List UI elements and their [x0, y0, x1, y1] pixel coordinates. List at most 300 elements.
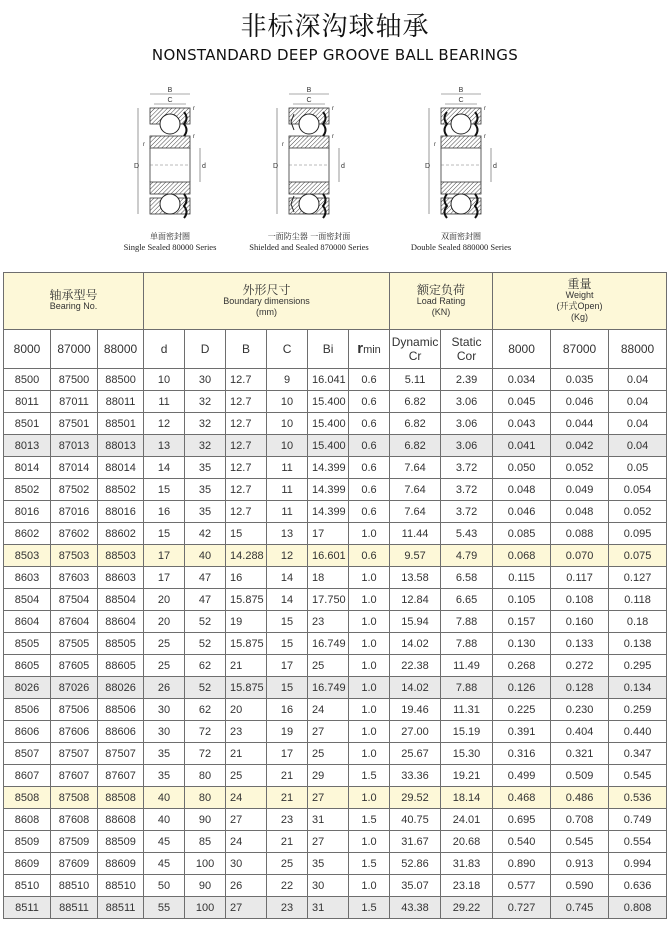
cell-weight-87000: 0.230 — [551, 699, 609, 721]
dim-label-C: C — [167, 97, 173, 104]
dim-label-r: r — [434, 142, 436, 148]
cell-weight-88000: 0.134 — [609, 677, 667, 699]
cell-static-cor: 3.72 — [441, 479, 493, 501]
cell-weight-88000: 0.808 — [609, 897, 667, 919]
cell-weight-88000: 0.04 — [609, 413, 667, 435]
cell-dynamic-cr: 6.82 — [390, 435, 441, 457]
cell-dynamic-cr: 7.64 — [390, 501, 441, 523]
cell-series-87000: 87605 — [51, 655, 98, 677]
cell-weight-87000: 0.590 — [551, 875, 609, 897]
bearing-no-header-cn: 轴承型号 — [49, 288, 98, 302]
cell-series-87000: 87602 — [51, 523, 98, 545]
cell-rmin: 0.6 — [349, 479, 390, 501]
cell-C: 9 — [267, 369, 308, 391]
cell-weight-8000: 0.034 — [493, 369, 551, 391]
table-row — [4, 391, 667, 413]
cell-series-87000: 88511 — [51, 897, 98, 919]
cell-dynamic-cr: 27.00 — [390, 721, 441, 743]
cell-weight-88000: 0.05 — [609, 457, 667, 479]
cell-d: 13 — [144, 435, 185, 457]
cell-D: 35 — [185, 479, 226, 501]
cell-d: 15 — [144, 523, 185, 545]
cell-dynamic-cr: 14.02 — [390, 677, 441, 699]
table-row — [4, 743, 667, 765]
inner-ring-bottom — [289, 182, 329, 194]
cell-weight-8000: 0.048 — [493, 479, 551, 501]
cell-dynamic-cr: 11.44 — [390, 523, 441, 545]
inner-ring-bottom — [150, 182, 190, 194]
diagram-caption-cn: 双面密封圈 — [441, 232, 481, 241]
table-row — [4, 765, 667, 787]
cell-Bi: 14.399 — [308, 457, 349, 479]
ball-bottom — [160, 194, 180, 214]
cell-D: 47 — [185, 589, 226, 611]
cell-B: 23 — [226, 721, 267, 743]
cell-d: 12 — [144, 413, 185, 435]
cell-B: 12.7 — [226, 391, 267, 413]
cell-series-88000: 88506 — [98, 699, 144, 721]
cell-weight-87000: 0.321 — [551, 743, 609, 765]
cell-static-cor: 3.06 — [441, 413, 493, 435]
dim-label-r: r — [332, 134, 334, 140]
cell-series-8000: 8605 — [4, 655, 51, 677]
table-row — [4, 677, 667, 699]
cell-rmin: 0.6 — [349, 391, 390, 413]
weight-header-note: (开式Open) — [556, 301, 603, 311]
cell-D: 32 — [185, 413, 226, 435]
cell-C: 10 — [267, 435, 308, 457]
cell-rmin: 1.0 — [349, 831, 390, 853]
cell-weight-87000: 0.117 — [551, 567, 609, 589]
cell-series-88000: 88511 — [98, 897, 144, 919]
weight-header-unit: (Kg) — [571, 312, 589, 322]
table-row — [4, 413, 667, 435]
diagram-caption-en: Single Sealed 80000 Series — [123, 242, 217, 252]
table-row — [4, 633, 667, 655]
cell-weight-88000: 0.04 — [609, 369, 667, 391]
cell-D: 80 — [185, 765, 226, 787]
col-static-label: Static — [451, 335, 482, 349]
cell-series-88000: 88603 — [98, 567, 144, 589]
cell-series-87000: 87505 — [51, 633, 98, 655]
cell-B: 15.875 — [226, 633, 267, 655]
cell-rmin: 1.5 — [349, 765, 390, 787]
cell-static-cor: 7.88 — [441, 611, 493, 633]
cell-weight-8000: 0.727 — [493, 897, 551, 919]
cell-series-88000: 88011 — [98, 391, 144, 413]
cell-weight-8000: 0.130 — [493, 633, 551, 655]
cell-weight-87000: 0.509 — [551, 765, 609, 787]
dim-label-D: D — [425, 163, 431, 170]
table-row — [4, 699, 667, 721]
cell-weight-87000: 0.486 — [551, 787, 609, 809]
ball-top — [299, 114, 319, 134]
cell-static-cor: 2.39 — [441, 369, 493, 391]
cell-weight-8000: 0.225 — [493, 699, 551, 721]
dim-label-B: B — [458, 87, 464, 94]
page-title-chinese: 非标深沟球轴承 — [240, 12, 430, 42]
diagram-caption — [371, 232, 551, 252]
cell-rmin: 1.0 — [349, 523, 390, 545]
cell-B: 26 — [226, 875, 267, 897]
load-header-en: Load Rating — [416, 295, 466, 306]
boundary-header-en: Boundary dimensions — [223, 295, 310, 306]
col-B: B — [226, 330, 267, 369]
cell-dynamic-cr: 22.38 — [390, 655, 441, 677]
cell-D: 40 — [185, 545, 226, 567]
cell-series-8000: 8509 — [4, 831, 51, 853]
cell-series-8000: 8606 — [4, 721, 51, 743]
cell-static-cor: 19.21 — [441, 765, 493, 787]
cell-series-87000: 87011 — [51, 391, 98, 413]
page-title-english: NONSTANDARD DEEP GROOVE BALL BEARINGS — [151, 46, 519, 64]
dim-label-D: D — [273, 163, 279, 170]
cell-D: 80 — [185, 787, 226, 809]
col-C: C — [267, 330, 308, 369]
cell-weight-8000: 0.115 — [493, 567, 551, 589]
cell-static-cor: 15.30 — [441, 743, 493, 765]
cell-d: 10 — [144, 369, 185, 391]
weight-header-cn: 重量 — [567, 277, 592, 291]
col-Bi: Bi — [308, 330, 349, 369]
cell-Bi: 27 — [308, 721, 349, 743]
cell-weight-8000: 0.043 — [493, 413, 551, 435]
table-row — [4, 501, 667, 523]
cell-rmin: 1.5 — [349, 809, 390, 831]
cell-weight-8000: 0.045 — [493, 391, 551, 413]
cell-D: 100 — [185, 897, 226, 919]
table-row — [4, 589, 667, 611]
cell-Bi: 18 — [308, 567, 349, 589]
cell-series-87000: 87026 — [51, 677, 98, 699]
dim-label-C: C — [458, 97, 464, 104]
cell-weight-88000: 0.04 — [609, 391, 667, 413]
cell-series-8000: 8507 — [4, 743, 51, 765]
cell-dynamic-cr: 6.82 — [390, 391, 441, 413]
cell-dynamic-cr: 13.58 — [390, 567, 441, 589]
cell-D: 85 — [185, 831, 226, 853]
table-row — [4, 655, 667, 677]
cell-weight-8000: 0.050 — [493, 457, 551, 479]
cell-rmin: 1.5 — [349, 853, 390, 875]
cell-static-cor: 23.18 — [441, 875, 493, 897]
cell-Bi: 30 — [308, 875, 349, 897]
cell-static-cor: 29.22 — [441, 897, 493, 919]
col-rmin-r: r — [357, 339, 364, 357]
cell-series-88000: 88509 — [98, 831, 144, 853]
table-row — [4, 831, 667, 853]
cell-series-88000: 88014 — [98, 457, 144, 479]
cell-Bi: 16.749 — [308, 633, 349, 655]
cell-weight-8000: 0.157 — [493, 611, 551, 633]
cell-C: 16 — [267, 699, 308, 721]
table-row — [4, 545, 667, 567]
cell-series-88000: 87507 — [98, 743, 144, 765]
cell-weight-87000: 0.545 — [551, 831, 609, 853]
cell-Bi: 25 — [308, 655, 349, 677]
cell-C: 12 — [267, 545, 308, 567]
cell-series-88000: 88505 — [98, 633, 144, 655]
cell-dynamic-cr: 43.38 — [390, 897, 441, 919]
load-header-cn: 额定负荷 — [417, 282, 466, 297]
cell-B: 27 — [226, 897, 267, 919]
cell-C: 21 — [267, 787, 308, 809]
cell-weight-8000: 0.126 — [493, 677, 551, 699]
cell-series-8000: 8026 — [4, 677, 51, 699]
cell-rmin: 0.6 — [349, 545, 390, 567]
cell-d: 25 — [144, 655, 185, 677]
col-weight-8000: 8000 — [493, 330, 551, 369]
dim-label-r: r — [484, 106, 486, 112]
cell-d: 17 — [144, 567, 185, 589]
dim-label-d: d — [493, 163, 497, 170]
cell-D: 72 — [185, 721, 226, 743]
cell-weight-87000: 0.042 — [551, 435, 609, 457]
cell-rmin: 0.6 — [349, 435, 390, 457]
cell-Bi: 23 — [308, 611, 349, 633]
cell-static-cor: 4.79 — [441, 545, 493, 567]
cell-weight-88000: 0.554 — [609, 831, 667, 853]
cell-dynamic-cr: 5.11 — [390, 369, 441, 391]
cell-series-8000: 8608 — [4, 809, 51, 831]
cell-C: 23 — [267, 897, 308, 919]
cell-rmin: 1.0 — [349, 875, 390, 897]
cell-Bi: 35 — [308, 853, 349, 875]
boundary-dimensions-header — [144, 273, 390, 330]
cell-rmin: 0.6 — [349, 501, 390, 523]
cell-series-88000: 88502 — [98, 479, 144, 501]
cell-series-8000: 8013 — [4, 435, 51, 457]
cell-B: 16 — [226, 567, 267, 589]
cell-static-cor: 6.65 — [441, 589, 493, 611]
cell-B: 25 — [226, 765, 267, 787]
table-row — [4, 875, 667, 897]
cell-d: 20 — [144, 589, 185, 611]
cell-series-8000: 8508 — [4, 787, 51, 809]
column-header-row — [4, 330, 667, 369]
cell-dynamic-cr: 12.84 — [390, 589, 441, 611]
cell-series-87000: 87608 — [51, 809, 98, 831]
bearing-diagram — [421, 86, 501, 236]
cell-Bi: 15.400 — [308, 435, 349, 457]
cell-B: 12.7 — [226, 501, 267, 523]
cell-weight-8000: 0.468 — [493, 787, 551, 809]
dim-label-r: r — [282, 142, 284, 148]
cell-weight-87000: 0.046 — [551, 391, 609, 413]
cell-d: 55 — [144, 897, 185, 919]
table-row — [4, 479, 667, 501]
col-static-cor — [441, 330, 493, 369]
cell-dynamic-cr: 40.75 — [390, 809, 441, 831]
cell-dynamic-cr: 31.67 — [390, 831, 441, 853]
cell-d: 40 — [144, 809, 185, 831]
table-row — [4, 369, 667, 391]
cell-weight-87000: 0.049 — [551, 479, 609, 501]
cell-B: 15 — [226, 523, 267, 545]
cell-weight-87000: 0.128 — [551, 677, 609, 699]
cell-C: 21 — [267, 765, 308, 787]
cell-series-88000: 88501 — [98, 413, 144, 435]
cell-C: 14 — [267, 589, 308, 611]
cell-dynamic-cr: 14.02 — [390, 633, 441, 655]
cell-rmin: 1.0 — [349, 589, 390, 611]
cell-rmin: 1.0 — [349, 655, 390, 677]
cell-weight-88000: 0.347 — [609, 743, 667, 765]
cell-weight-88000: 0.636 — [609, 875, 667, 897]
dim-label-B: B — [167, 87, 173, 94]
cell-C: 22 — [267, 875, 308, 897]
cell-rmin: 0.6 — [349, 457, 390, 479]
cell-weight-87000: 0.052 — [551, 457, 609, 479]
cell-weight-88000: 0.054 — [609, 479, 667, 501]
cell-d: 25 — [144, 633, 185, 655]
cell-series-87000: 87609 — [51, 853, 98, 875]
cell-Bi: 31 — [308, 897, 349, 919]
bearing-no-header-en: Bearing No. — [49, 301, 98, 311]
cell-weight-8000: 0.085 — [493, 523, 551, 545]
table-row — [4, 853, 667, 875]
cell-series-87000: 87506 — [51, 699, 98, 721]
bearing-diagram — [269, 86, 349, 236]
dim-label-D: D — [134, 163, 140, 170]
dim-label-r: r — [484, 134, 486, 140]
cell-series-87000: 87508 — [51, 787, 98, 809]
cell-series-8000: 8609 — [4, 853, 51, 875]
cell-dynamic-cr: 19.46 — [390, 699, 441, 721]
ball-bottom — [299, 194, 319, 214]
table-row — [4, 721, 667, 743]
cell-D: 35 — [185, 501, 226, 523]
cell-Bi: 17 — [308, 523, 349, 545]
col-weight-88000: 88000 — [609, 330, 667, 369]
cell-series-88000: 87607 — [98, 765, 144, 787]
cell-B: 20 — [226, 699, 267, 721]
cell-D: 90 — [185, 809, 226, 831]
weight-header — [493, 273, 667, 330]
cell-weight-88000: 0.749 — [609, 809, 667, 831]
cell-weight-88000: 0.04 — [609, 435, 667, 457]
cell-B: 12.7 — [226, 435, 267, 457]
cell-rmin: 1.0 — [349, 633, 390, 655]
inner-ring-top — [441, 136, 481, 148]
cell-weight-88000: 0.138 — [609, 633, 667, 655]
cell-series-8000: 8501 — [4, 413, 51, 435]
cell-C: 15 — [267, 677, 308, 699]
dim-label-r: r — [143, 142, 145, 148]
dim-label-C: C — [306, 97, 312, 104]
cell-C: 11 — [267, 457, 308, 479]
cell-B: 12.7 — [226, 457, 267, 479]
cell-dynamic-cr: 35.07 — [390, 875, 441, 897]
cell-d: 15 — [144, 479, 185, 501]
cell-static-cor: 18.14 — [441, 787, 493, 809]
col-d: d — [144, 330, 185, 369]
cell-B: 15.875 — [226, 589, 267, 611]
dim-label-d: d — [341, 163, 345, 170]
cell-dynamic-cr: 15.94 — [390, 611, 441, 633]
cell-static-cor: 7.88 — [441, 633, 493, 655]
cell-C: 19 — [267, 721, 308, 743]
cell-series-88000: 88609 — [98, 853, 144, 875]
dim-label-B: B — [306, 87, 312, 94]
cell-series-87000: 87503 — [51, 545, 98, 567]
cell-weight-8000: 0.499 — [493, 765, 551, 787]
inner-ring-bottom — [441, 182, 481, 194]
cell-weight-87000: 0.088 — [551, 523, 609, 545]
cell-B: 19 — [226, 611, 267, 633]
cell-static-cor: 3.06 — [441, 435, 493, 457]
cell-D: 52 — [185, 633, 226, 655]
col-dynamic-cr — [390, 330, 441, 369]
cell-dynamic-cr: 7.64 — [390, 457, 441, 479]
table-row — [4, 809, 667, 831]
cell-weight-8000: 0.268 — [493, 655, 551, 677]
cell-d: 30 — [144, 699, 185, 721]
cell-C: 17 — [267, 743, 308, 765]
cell-weight-8000: 0.391 — [493, 721, 551, 743]
cell-B: 12.7 — [226, 479, 267, 501]
cell-d: 26 — [144, 677, 185, 699]
cell-dynamic-cr: 6.82 — [390, 413, 441, 435]
load-header-unit: (KN) — [431, 306, 451, 317]
cell-weight-88000: 0.545 — [609, 765, 667, 787]
cell-D: 90 — [185, 875, 226, 897]
col-weight-87000: 87000 — [551, 330, 609, 369]
cell-B: 24 — [226, 787, 267, 809]
cell-Bi: 14.399 — [308, 501, 349, 523]
cell-weight-8000: 0.695 — [493, 809, 551, 831]
cell-weight-88000: 0.295 — [609, 655, 667, 677]
cell-d: 17 — [144, 545, 185, 567]
cell-series-8000: 8607 — [4, 765, 51, 787]
cell-weight-8000: 0.068 — [493, 545, 551, 567]
cell-weight-88000: 0.127 — [609, 567, 667, 589]
cell-D: 32 — [185, 391, 226, 413]
cell-static-cor: 11.31 — [441, 699, 493, 721]
cell-weight-88000: 0.095 — [609, 523, 667, 545]
cell-series-8000: 8510 — [4, 875, 51, 897]
cell-weight-88000: 0.440 — [609, 721, 667, 743]
cell-d: 14 — [144, 457, 185, 479]
cell-series-87000: 88510 — [51, 875, 98, 897]
cell-C: 17 — [267, 655, 308, 677]
cell-series-88000: 88602 — [98, 523, 144, 545]
table-row — [4, 457, 667, 479]
inner-ring-top — [150, 136, 190, 148]
cell-series-88000: 88606 — [98, 721, 144, 743]
cell-B: 24 — [226, 831, 267, 853]
cell-series-88000: 88508 — [98, 787, 144, 809]
cell-static-cor: 3.72 — [441, 501, 493, 523]
col-dynamic-symbol: Cr — [408, 349, 422, 363]
cell-C: 23 — [267, 809, 308, 831]
cell-series-87000: 87604 — [51, 611, 98, 633]
cell-dynamic-cr: 7.64 — [390, 479, 441, 501]
cell-series-88000: 88013 — [98, 435, 144, 457]
dim-label-r: r — [193, 134, 195, 140]
bearing-spec-table — [3, 272, 667, 919]
cell-weight-8000: 0.046 — [493, 501, 551, 523]
cell-series-87000: 87606 — [51, 721, 98, 743]
cell-weight-88000: 0.18 — [609, 611, 667, 633]
cell-C: 13 — [267, 523, 308, 545]
cell-rmin: 1.0 — [349, 677, 390, 699]
cell-series-87000: 87013 — [51, 435, 98, 457]
cell-weight-88000: 0.536 — [609, 787, 667, 809]
cell-series-87000: 87507 — [51, 743, 98, 765]
ball-top — [451, 114, 471, 134]
boundary-header-unit: (mm) — [256, 306, 278, 317]
